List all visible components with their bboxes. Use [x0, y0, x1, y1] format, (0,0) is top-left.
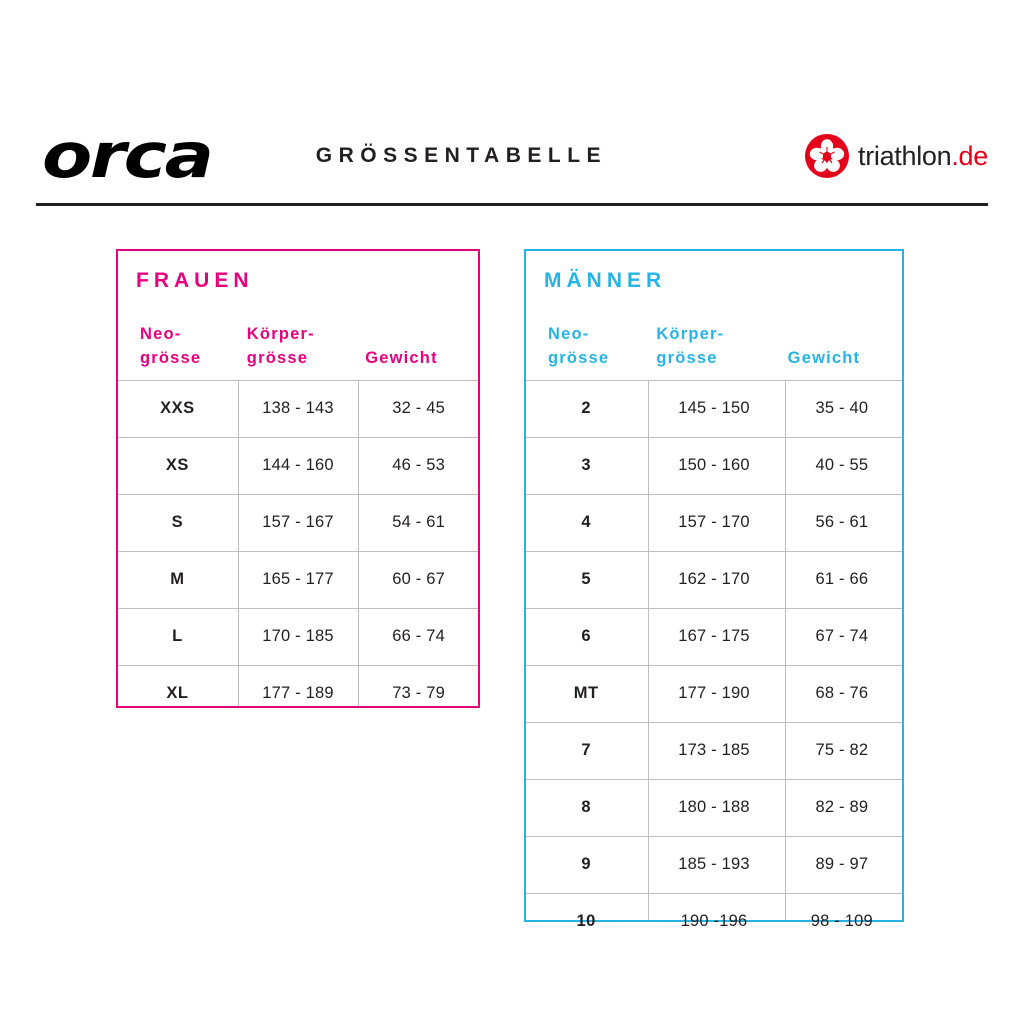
- hibiscus-flower-icon: [805, 134, 849, 178]
- men-col-body-height: Körper- grösse: [656, 325, 725, 367]
- women-table-title: FRAUEN: [136, 269, 254, 292]
- table-row: XXS 138 - 143 32 - 45: [118, 380, 478, 437]
- column-divider: [238, 381, 239, 706]
- table-header-row: [526, 321, 902, 380]
- page-title: GRÖSSENTABELLE: [315, 144, 608, 167]
- table-header-row: [118, 321, 478, 380]
- women-table: [118, 321, 478, 722]
- table-row: 3 150 - 160 40 - 55: [526, 437, 902, 494]
- table-row: 2 145 - 150 35 - 40: [526, 380, 902, 437]
- table-row: 8 180 - 188 82 - 89: [526, 779, 902, 836]
- women-size-table: [116, 249, 480, 708]
- document-header: [36, 110, 988, 202]
- table-row: 5 162 - 170 61 - 66: [526, 551, 902, 608]
- men-col-neo-size: Neo- grösse: [548, 325, 610, 367]
- table-row: MT 177 - 190 68 - 76: [526, 665, 902, 722]
- column-divider: [358, 381, 359, 706]
- women-col-neo-size: Neo- grösse: [140, 325, 202, 367]
- triathlon-de-logo: [805, 134, 988, 178]
- table-row: 9 185 - 193 89 - 97: [526, 836, 902, 893]
- men-col-weight: Gewicht: [787, 348, 861, 367]
- orca-logo: orca: [42, 119, 212, 192]
- table-row: 6 167 - 175 67 - 74: [526, 608, 902, 665]
- column-divider: [648, 381, 649, 920]
- triathlon-text: triathlon: [858, 140, 952, 171]
- table-row: 10 190 -196 98 - 109: [526, 893, 902, 950]
- triathlon-tld: .de: [951, 140, 988, 171]
- column-divider: [785, 381, 786, 920]
- women-col-weight: Gewicht: [365, 348, 438, 367]
- header-divider: [36, 203, 988, 206]
- table-row: L 170 - 185 66 - 74: [118, 608, 478, 665]
- table-row: 4 157 - 170 56 - 61: [526, 494, 902, 551]
- men-table-title: MÄNNER: [544, 269, 667, 292]
- table-row: 7 173 - 185 75 - 82: [526, 722, 902, 779]
- men-table: [526, 321, 902, 950]
- table-row: M 165 - 177 60 - 67: [118, 551, 478, 608]
- table-row: S 157 - 167 54 - 61: [118, 494, 478, 551]
- table-row: XS 144 - 160 46 - 53: [118, 437, 478, 494]
- table-row: XL 177 - 189 73 - 79: [118, 665, 478, 722]
- women-col-body-height: Körper- grösse: [246, 325, 315, 367]
- men-size-table: [524, 249, 904, 931]
- triathlon-wordmark: [858, 141, 988, 172]
